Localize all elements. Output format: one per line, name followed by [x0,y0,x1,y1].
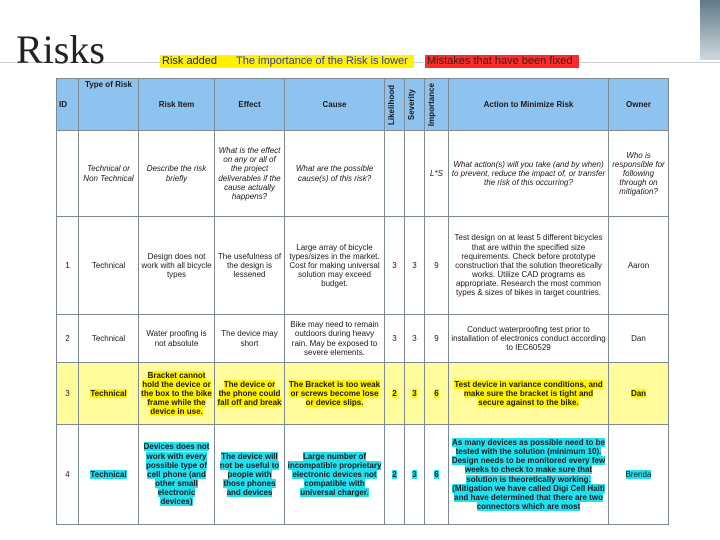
cell-owner: Aaron [609,217,669,315]
cell-severity: 3 [405,363,425,425]
cell-type: Technical [79,425,139,525]
guide-importance: L*S [425,131,449,217]
legend-risk-added: Risk added [160,55,236,68]
guide-likelihood [385,131,405,217]
corner-accent [700,0,720,60]
cell-type: Technical [79,363,139,425]
cell-cause: Large array of bicycle types/sizes in the market. Cost for making universal solution may exceed budget. [285,217,385,315]
header-owner: Owner [609,79,669,131]
cell-severity: 3 [405,425,425,525]
cell-owner: Brenda [609,425,669,525]
cell-type: Technical [79,315,139,363]
guide-risk-item: Describe the risk briefly [139,131,215,217]
cell-id: 3 [57,363,79,425]
cell-risk-item: Devices does not work with every possible type of cell phone (and other small electronic devices) [139,425,215,525]
cell-likelihood: 3 [385,217,405,315]
cell-effect: The device will not be useful to people with those phones and devices [215,425,285,525]
table-header-row [57,79,669,131]
top-bar [0,0,720,14]
cell-action: Conduct waterproofing test prior to installation of electronics conduct according to IEC60529 [449,315,609,363]
cell-risk-item: Water proofing is not absolute [139,315,215,363]
table-row [57,425,669,525]
cell-importance: 9 [425,315,449,363]
header-risk-item: Risk Item [139,79,215,131]
table-row [57,217,669,315]
cell-action: As many devices as possible need to be tested with the solution (minimum 10). Design needs to be monitored every few weeks to check to make sure that solution is theoretically working. (Mitigation we have called Digi Cell Haiti and have determined that there are two connectors which are most [449,425,609,525]
cell-owner: Dan [609,315,669,363]
cell-severity: 3 [405,315,425,363]
cell-cause: The Bracket is too weak or screws become lose or device slips. [285,363,385,425]
cell-cause: Large number of incompatible proprietary electronic devices not compatible with universal charger. [285,425,385,525]
header-severity: Severity [405,79,425,131]
cell-owner: Dan [609,363,669,425]
slide-title: Risks [16,27,105,72]
cell-effect: The device or the phone could fall off and break [215,363,285,425]
header-cause: Cause [285,79,385,131]
cell-risk-item: Design does not work with all bicycle types [139,217,215,315]
cell-id: 4 [57,425,79,525]
guide-action: What action(s) will you take (and by when) to prevent, reduce the impact of, or transfer the risk of this occurring? [449,131,609,217]
risk-table [56,78,669,525]
guide-cause: What are the possible cause(s) of this risk? [285,131,385,217]
guide-type: Technical or Non Technical [79,131,139,217]
cell-likelihood: 2 [385,425,405,525]
header-type-of-risk: Type of Risk [79,79,139,131]
guide-owner: Who is responsible for following through on mitigation? [609,131,669,217]
guide-id [57,131,79,217]
header-action: Action to Minimize Risk [449,79,609,131]
cell-id: 1 [57,217,79,315]
cell-type: Technical [79,217,139,315]
cell-effect: The usefulness of the design is lessened [215,217,285,315]
table-row [57,315,669,363]
cell-cause: Bike may need to remain outdoors during heavy rain. May be exposed to severe elements. [285,315,385,363]
cell-severity: 3 [405,217,425,315]
header-effect: Effect [215,79,285,131]
table-row [57,363,669,425]
legend-mistakes-fixed: Mistakes that have been fixed [425,55,579,68]
header-importance: Importance [425,79,449,131]
cell-importance: 6 [425,363,449,425]
guide-effect: What is the effect on any or all of the project deliverables if the cause actually happens? [215,131,285,217]
cell-risk-item: Bracket cannot hold the device or the box to the bike frame while the device in use. [139,363,215,425]
guide-row [57,131,669,217]
cell-effect: The device may short [215,315,285,363]
legend-importance-lower: The importance of the Risk is lower [234,55,414,68]
header-id: ID [57,79,79,131]
cell-likelihood: 3 [385,315,405,363]
cell-importance: 6 [425,425,449,525]
cell-id: 2 [57,315,79,363]
cell-importance: 9 [425,217,449,315]
cell-action: Test device in variance conditions, and make sure the bracket is tight and secure against to the bike. [449,363,609,425]
header-likelihood: Likelihood [385,79,405,131]
cell-likelihood: 2 [385,363,405,425]
guide-severity [405,131,425,217]
cell-action: Test design on at least 5 different bicycles that are within the specified size requirements. Check before prototype construction that the solution theoretically works. Utilize CAD programs as appropriate. Research the most common types & sizes of bikes in target countries. [449,217,609,315]
